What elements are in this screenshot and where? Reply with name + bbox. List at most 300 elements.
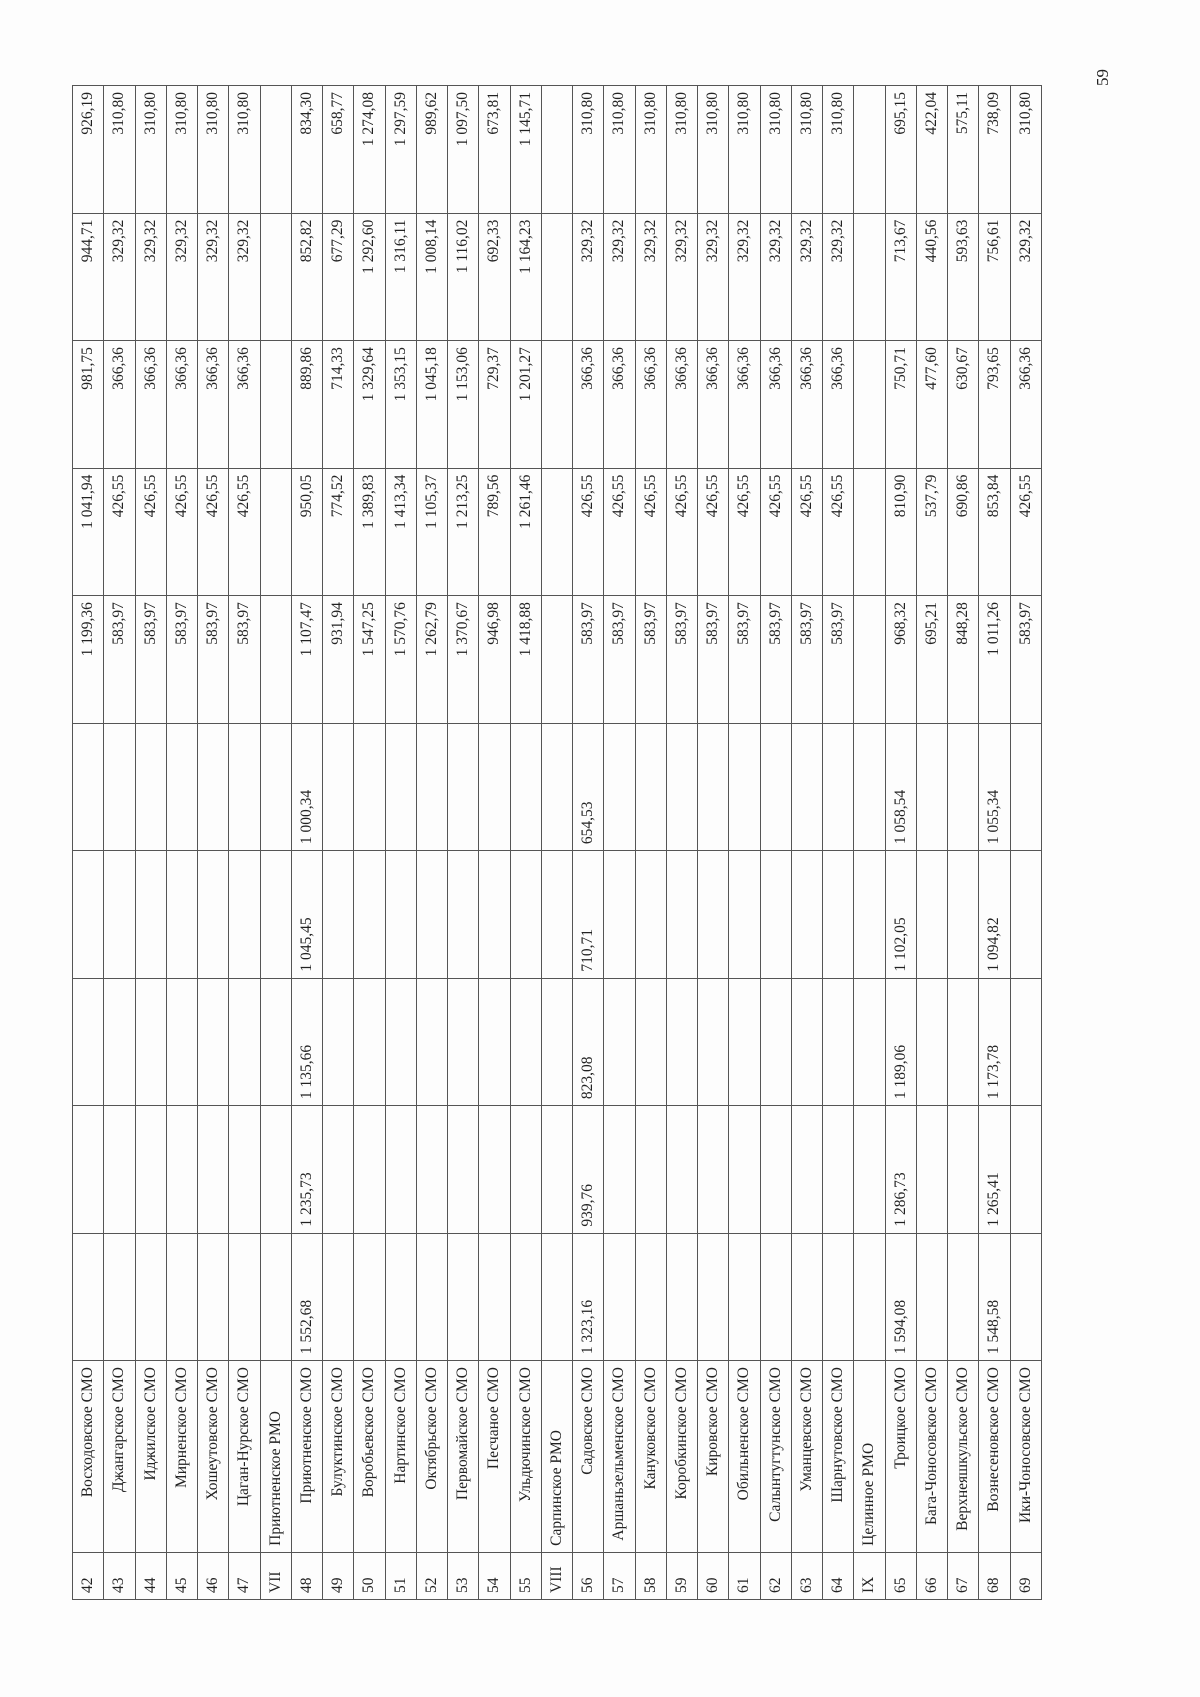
value-cell-col-7: 537,79	[916, 468, 947, 596]
value-cell-col-10: 834,30	[291, 86, 322, 214]
value-cell-col-6: 1 262,79	[416, 596, 447, 724]
value-cell-col-8: 1 153,06	[448, 341, 479, 469]
page-number: 59	[1093, 69, 1112, 86]
table-row	[885, 86, 916, 1600]
value-cell-col-4	[448, 851, 479, 979]
value-cell-col-3	[229, 978, 260, 1106]
value-cell-col-9: 329,32	[198, 213, 229, 341]
value-cell-col-10: 310,80	[729, 86, 760, 214]
value-cell-col-9: 756,61	[979, 213, 1010, 341]
value-cell-col-7: 789,56	[479, 468, 510, 596]
municipality-name-cell: Кировское СМО	[698, 1361, 729, 1553]
value-cell-col-9: 1 008,14	[416, 213, 447, 341]
table-row	[916, 86, 947, 1600]
table-row	[510, 86, 541, 1600]
value-cell-col-2: 1 265,41	[979, 1106, 1010, 1234]
table-body	[73, 86, 1042, 1600]
value-cell-col-1: 1 552,68	[291, 1233, 322, 1361]
value-cell-col-9: 329,32	[823, 213, 854, 341]
value-cell-col-10	[260, 86, 291, 214]
value-cell-col-7	[854, 468, 885, 596]
value-cell-col-5	[635, 723, 666, 851]
value-cell-col-9: 1 292,60	[354, 213, 385, 341]
value-cell-col-5	[541, 723, 572, 851]
value-cell-col-8: 793,65	[979, 341, 1010, 469]
table-row	[979, 86, 1010, 1600]
value-cell-col-2	[1010, 1106, 1042, 1234]
value-cell-col-5	[198, 723, 229, 851]
value-cell-col-3	[916, 978, 947, 1106]
value-cell-col-5	[666, 723, 697, 851]
value-cell-col-9: 329,32	[604, 213, 635, 341]
value-cell-col-3	[541, 978, 572, 1106]
value-cell-col-4	[166, 851, 197, 979]
value-cell-col-8: 729,37	[479, 341, 510, 469]
value-cell-col-6	[541, 596, 572, 724]
municipality-name-cell: Восходовское СМО	[73, 1361, 104, 1553]
value-cell-col-10: 658,77	[323, 86, 354, 214]
value-cell-col-4: 1 094,82	[979, 851, 1010, 979]
value-cell-col-8: 981,75	[73, 341, 104, 469]
value-cell-col-7: 1 261,46	[510, 468, 541, 596]
value-cell-col-1	[729, 1233, 760, 1361]
value-cell-col-9: 593,63	[948, 213, 979, 341]
value-cell-col-5: 1 055,34	[979, 723, 1010, 851]
municipality-name-cell: Салынтугтунское СМО	[760, 1361, 791, 1553]
value-cell-col-6	[854, 596, 885, 724]
value-cell-col-7: 426,55	[135, 468, 166, 596]
value-cell-col-8: 366,36	[135, 341, 166, 469]
row-number-cell: 66	[916, 1552, 947, 1599]
value-cell-col-10: 310,80	[166, 86, 197, 214]
value-cell-col-10: 738,09	[979, 86, 1010, 214]
section-name-cell: Сарпинское РМО	[541, 1361, 572, 1553]
municipality-name-cell: Приютненское СМО	[291, 1361, 322, 1553]
municipality-name-cell: Кануковское СМО	[635, 1361, 666, 1553]
value-cell-col-7: 426,55	[823, 468, 854, 596]
municipality-name-cell: Шарнутовское СМО	[823, 1361, 854, 1553]
value-cell-col-1	[104, 1233, 135, 1361]
value-cell-col-4	[510, 851, 541, 979]
value-cell-col-5	[229, 723, 260, 851]
value-cell-col-1: 1 548,58	[979, 1233, 1010, 1361]
value-cell-col-9: 1 316,11	[385, 213, 416, 341]
value-cell-col-4: 1 045,45	[291, 851, 322, 979]
value-cell-col-4	[354, 851, 385, 979]
value-cell-col-6: 583,97	[135, 596, 166, 724]
municipality-name-cell: Бага-Чоносовское СМО	[916, 1361, 947, 1553]
value-cell-col-9	[854, 213, 885, 341]
value-cell-col-1: 1 594,08	[885, 1233, 916, 1361]
value-cell-col-5	[948, 723, 979, 851]
table-row	[166, 86, 197, 1600]
value-cell-col-9: 944,71	[73, 213, 104, 341]
value-cell-col-6: 1 011,26	[979, 596, 1010, 724]
value-cell-col-9: 1 116,02	[448, 213, 479, 341]
value-cell-col-8	[260, 341, 291, 469]
value-cell-col-8: 366,36	[166, 341, 197, 469]
municipality-name-cell: Ики-Чоносовское СМО	[1010, 1361, 1042, 1553]
value-cell-col-6: 583,97	[604, 596, 635, 724]
value-cell-col-1	[666, 1233, 697, 1361]
value-cell-col-8: 1 201,27	[510, 341, 541, 469]
value-cell-col-2	[385, 1106, 416, 1234]
value-cell-col-2	[635, 1106, 666, 1234]
section-row	[541, 86, 572, 1600]
value-cell-col-10: 989,62	[416, 86, 447, 214]
value-cell-col-10: 310,80	[1010, 86, 1042, 214]
table-row	[198, 86, 229, 1600]
value-cell-col-5: 1 058,54	[885, 723, 916, 851]
row-number-cell: 61	[729, 1552, 760, 1599]
value-cell-col-10: 310,80	[135, 86, 166, 214]
row-number-cell: 54	[479, 1552, 510, 1599]
value-cell-col-6: 583,97	[823, 596, 854, 724]
value-cell-col-4: 710,71	[573, 851, 604, 979]
value-cell-col-2: 1 235,73	[291, 1106, 322, 1234]
value-cell-col-5: 654,53	[573, 723, 604, 851]
row-number-cell: 47	[229, 1552, 260, 1599]
value-cell-col-5	[479, 723, 510, 851]
municipality-name-cell: Песчаное СМО	[479, 1361, 510, 1553]
value-cell-col-1	[791, 1233, 822, 1361]
value-cell-col-5	[510, 723, 541, 851]
value-cell-col-8: 366,36	[666, 341, 697, 469]
value-cell-col-6: 583,97	[760, 596, 791, 724]
municipality-name-cell: Цаган-Нурское СМО	[229, 1361, 260, 1553]
value-cell-col-4	[698, 851, 729, 979]
value-cell-col-7: 426,55	[104, 468, 135, 596]
value-cell-col-6: 583,97	[573, 596, 604, 724]
value-cell-col-10: 310,80	[198, 86, 229, 214]
value-cell-col-9: 1 164,23	[510, 213, 541, 341]
value-cell-col-8: 750,71	[885, 341, 916, 469]
value-cell-col-9: 329,32	[1010, 213, 1042, 341]
row-number-cell: 59	[666, 1552, 697, 1599]
value-cell-col-6: 583,97	[166, 596, 197, 724]
table-row	[135, 86, 166, 1600]
value-cell-col-3	[729, 978, 760, 1106]
value-cell-col-2	[823, 1106, 854, 1234]
value-cell-col-10: 1 297,59	[385, 86, 416, 214]
value-cell-col-2	[198, 1106, 229, 1234]
row-number-cell: VIII	[541, 1552, 572, 1599]
value-cell-col-3	[354, 978, 385, 1106]
value-cell-col-3	[698, 978, 729, 1106]
table-row	[760, 86, 791, 1600]
value-cell-col-5	[729, 723, 760, 851]
value-cell-col-10: 1 145,71	[510, 86, 541, 214]
value-cell-col-1	[916, 1233, 947, 1361]
value-cell-col-3: 1 189,06	[885, 978, 916, 1106]
value-cell-col-5	[104, 723, 135, 851]
table-row	[323, 86, 354, 1600]
value-cell-col-10: 575,11	[948, 86, 979, 214]
value-cell-col-8: 889,86	[291, 341, 322, 469]
value-cell-col-6: 931,94	[323, 596, 354, 724]
value-cell-col-3	[260, 978, 291, 1106]
value-cell-col-8: 366,36	[229, 341, 260, 469]
row-number-cell: 42	[73, 1552, 104, 1599]
row-number-cell: 49	[323, 1552, 354, 1599]
value-cell-col-9: 329,32	[760, 213, 791, 341]
value-cell-col-3	[448, 978, 479, 1106]
value-cell-col-10	[541, 86, 572, 214]
table-row	[791, 86, 822, 1600]
value-cell-col-2	[448, 1106, 479, 1234]
value-cell-col-3	[73, 978, 104, 1106]
value-cell-col-8: 366,36	[604, 341, 635, 469]
table-row	[823, 86, 854, 1600]
value-cell-col-3	[1010, 978, 1042, 1106]
value-cell-col-7	[260, 468, 291, 596]
value-cell-col-9: 329,32	[229, 213, 260, 341]
value-cell-col-4	[323, 851, 354, 979]
value-cell-col-10: 310,80	[573, 86, 604, 214]
row-number-cell: 52	[416, 1552, 447, 1599]
value-cell-col-10	[854, 86, 885, 214]
value-cell-col-7: 1 413,34	[385, 468, 416, 596]
value-cell-col-2: 939,76	[573, 1106, 604, 1234]
value-cell-col-10: 422,04	[916, 86, 947, 214]
value-cell-col-8: 477,60	[916, 341, 947, 469]
value-cell-col-8: 366,36	[573, 341, 604, 469]
value-cell-col-5	[823, 723, 854, 851]
value-cell-col-6: 1 418,88	[510, 596, 541, 724]
value-cell-col-4	[791, 851, 822, 979]
value-cell-col-4	[73, 851, 104, 979]
value-cell-col-7: 426,55	[666, 468, 697, 596]
value-cell-col-6: 583,97	[229, 596, 260, 724]
value-cell-col-10: 1 274,08	[354, 86, 385, 214]
value-cell-col-3	[479, 978, 510, 1106]
value-cell-col-2	[666, 1106, 697, 1234]
municipality-name-cell: Джангарское СМО	[104, 1361, 135, 1553]
section-name-cell: Приютненское РМО	[260, 1361, 291, 1553]
value-cell-col-4	[198, 851, 229, 979]
municipality-name-cell: Троицкое СМО	[885, 1361, 916, 1553]
value-cell-col-4	[854, 851, 885, 979]
value-cell-col-7: 426,55	[698, 468, 729, 596]
value-cell-col-6: 1 199,36	[73, 596, 104, 724]
value-cell-col-7: 810,90	[885, 468, 916, 596]
value-cell-col-1	[385, 1233, 416, 1361]
value-cell-col-3	[135, 978, 166, 1106]
value-cell-col-7: 1 041,94	[73, 468, 104, 596]
value-cell-col-1	[1010, 1233, 1042, 1361]
value-cell-col-3	[416, 978, 447, 1106]
value-cell-col-3	[760, 978, 791, 1106]
table-row	[416, 86, 447, 1600]
row-number-cell: 55	[510, 1552, 541, 1599]
value-cell-col-1	[135, 1233, 166, 1361]
value-cell-col-7: 426,55	[1010, 468, 1042, 596]
value-cell-col-1	[760, 1233, 791, 1361]
table-row	[698, 86, 729, 1600]
value-cell-col-8: 1 045,18	[416, 341, 447, 469]
value-cell-col-7: 690,86	[948, 468, 979, 596]
municipality-name-cell: Верхнеяшкульское СМО	[948, 1361, 979, 1553]
value-cell-col-5: 1 000,34	[291, 723, 322, 851]
value-cell-col-3	[666, 978, 697, 1106]
value-cell-col-8: 630,67	[948, 341, 979, 469]
value-cell-col-6: 1 547,25	[354, 596, 385, 724]
value-cell-col-9: 677,29	[323, 213, 354, 341]
value-cell-col-3	[635, 978, 666, 1106]
value-cell-col-10: 310,80	[104, 86, 135, 214]
value-cell-col-4	[666, 851, 697, 979]
value-cell-col-5	[385, 723, 416, 851]
value-cell-col-1: 1 323,16	[573, 1233, 604, 1361]
value-cell-col-8: 366,36	[791, 341, 822, 469]
municipality-name-cell: Булуктинское СМО	[323, 1361, 354, 1553]
value-cell-col-3: 823,08	[573, 978, 604, 1106]
value-cell-col-10: 695,15	[885, 86, 916, 214]
value-cell-col-3	[948, 978, 979, 1106]
value-cell-col-9: 329,32	[729, 213, 760, 341]
row-number-cell: 53	[448, 1552, 479, 1599]
row-number-cell: 43	[104, 1552, 135, 1599]
value-cell-col-10: 310,80	[823, 86, 854, 214]
value-cell-col-9: 329,32	[166, 213, 197, 341]
value-cell-col-7: 950,05	[291, 468, 322, 596]
section-name-cell: Целинное РМО	[854, 1361, 885, 1553]
value-cell-col-3	[791, 978, 822, 1106]
row-number-cell: 48	[291, 1552, 322, 1599]
value-cell-col-1	[416, 1233, 447, 1361]
value-cell-col-6: 583,97	[104, 596, 135, 724]
value-cell-col-6: 583,97	[698, 596, 729, 724]
value-cell-col-2	[541, 1106, 572, 1234]
value-cell-col-5	[323, 723, 354, 851]
table-row	[104, 86, 135, 1600]
value-cell-col-4	[260, 851, 291, 979]
value-cell-col-4	[635, 851, 666, 979]
value-cell-col-5	[698, 723, 729, 851]
row-number-cell: 63	[791, 1552, 822, 1599]
value-cell-col-6: 583,97	[1010, 596, 1042, 724]
value-cell-col-1	[354, 1233, 385, 1361]
value-cell-col-3	[385, 978, 416, 1106]
value-cell-col-7: 426,55	[229, 468, 260, 596]
value-cell-col-7: 853,84	[979, 468, 1010, 596]
value-cell-col-5	[604, 723, 635, 851]
value-cell-col-8: 366,36	[698, 341, 729, 469]
value-cell-col-2	[229, 1106, 260, 1234]
value-cell-col-4	[948, 851, 979, 979]
table-row	[229, 86, 260, 1600]
value-cell-col-10: 310,80	[666, 86, 697, 214]
value-cell-col-1	[635, 1233, 666, 1361]
value-cell-col-9: 329,32	[635, 213, 666, 341]
municipality-name-cell: Нартинское СМО	[385, 1361, 416, 1553]
value-cell-col-10: 310,80	[791, 86, 822, 214]
value-cell-col-1	[948, 1233, 979, 1361]
value-cell-col-1	[323, 1233, 354, 1361]
value-cell-col-3	[510, 978, 541, 1106]
value-cell-col-5	[791, 723, 822, 851]
table-row	[73, 86, 104, 1600]
value-cell-col-6: 1 370,67	[448, 596, 479, 724]
table-row	[729, 86, 760, 1600]
value-cell-col-2	[854, 1106, 885, 1234]
value-cell-col-10: 310,80	[604, 86, 635, 214]
row-number-cell: 56	[573, 1552, 604, 1599]
value-cell-col-9	[260, 213, 291, 341]
value-cell-col-7: 1 389,83	[354, 468, 385, 596]
value-cell-col-2	[354, 1106, 385, 1234]
value-cell-col-3	[323, 978, 354, 1106]
municipality-name-cell: Хошеутовское СМО	[198, 1361, 229, 1553]
value-cell-col-2	[510, 1106, 541, 1234]
value-cell-col-8: 366,36	[635, 341, 666, 469]
value-cell-col-2	[73, 1106, 104, 1234]
value-cell-col-5	[448, 723, 479, 851]
table-row	[948, 86, 979, 1600]
row-number-cell: 45	[166, 1552, 197, 1599]
table-row	[604, 86, 635, 1600]
municipality-name-cell: Вознесеновское СМО	[979, 1361, 1010, 1553]
value-cell-col-8	[854, 341, 885, 469]
value-cell-col-4	[823, 851, 854, 979]
value-cell-col-2	[416, 1106, 447, 1234]
value-cell-col-7: 1 105,37	[416, 468, 447, 596]
value-cell-col-9: 692,33	[479, 213, 510, 341]
value-cell-col-1	[260, 1233, 291, 1361]
value-cell-col-4	[916, 851, 947, 979]
value-cell-col-4	[229, 851, 260, 979]
value-cell-col-4: 1 102,05	[885, 851, 916, 979]
municipality-name-cell: Ульдючинское СМО	[510, 1361, 541, 1553]
value-cell-col-4	[479, 851, 510, 979]
value-cell-col-7: 426,55	[198, 468, 229, 596]
value-cell-col-2	[604, 1106, 635, 1234]
value-cell-col-7: 426,55	[573, 468, 604, 596]
section-row	[854, 86, 885, 1600]
value-cell-col-8: 1 329,64	[354, 341, 385, 469]
value-cell-col-10: 926,19	[73, 86, 104, 214]
value-cell-col-9: 329,32	[666, 213, 697, 341]
value-cell-col-6: 695,21	[916, 596, 947, 724]
municipality-name-cell: Уманцевское СМО	[791, 1361, 822, 1553]
table-row	[479, 86, 510, 1600]
value-cell-col-3	[104, 978, 135, 1106]
value-cell-col-3	[198, 978, 229, 1106]
value-cell-col-8: 366,36	[760, 341, 791, 469]
value-cell-col-5	[854, 723, 885, 851]
value-cell-col-4	[541, 851, 572, 979]
value-cell-col-10: 673,81	[479, 86, 510, 214]
value-cell-col-2	[791, 1106, 822, 1234]
value-cell-col-8: 366,36	[104, 341, 135, 469]
value-cell-col-5	[416, 723, 447, 851]
value-cell-col-8: 1 353,15	[385, 341, 416, 469]
municipality-name-cell: Обильненское СМО	[729, 1361, 760, 1553]
value-cell-col-2	[323, 1106, 354, 1234]
value-cell-col-3	[854, 978, 885, 1106]
value-cell-col-6: 1 107,47	[291, 596, 322, 724]
value-cell-col-5	[354, 723, 385, 851]
value-cell-col-1	[479, 1233, 510, 1361]
value-cell-col-9: 329,32	[104, 213, 135, 341]
row-number-cell: 44	[135, 1552, 166, 1599]
value-cell-col-9: 713,67	[885, 213, 916, 341]
table-row	[573, 86, 604, 1600]
value-cell-col-6: 583,97	[791, 596, 822, 724]
municipality-name-cell: Мирненское СМО	[166, 1361, 197, 1553]
value-cell-col-3: 1 173,78	[979, 978, 1010, 1106]
value-cell-col-4	[416, 851, 447, 979]
